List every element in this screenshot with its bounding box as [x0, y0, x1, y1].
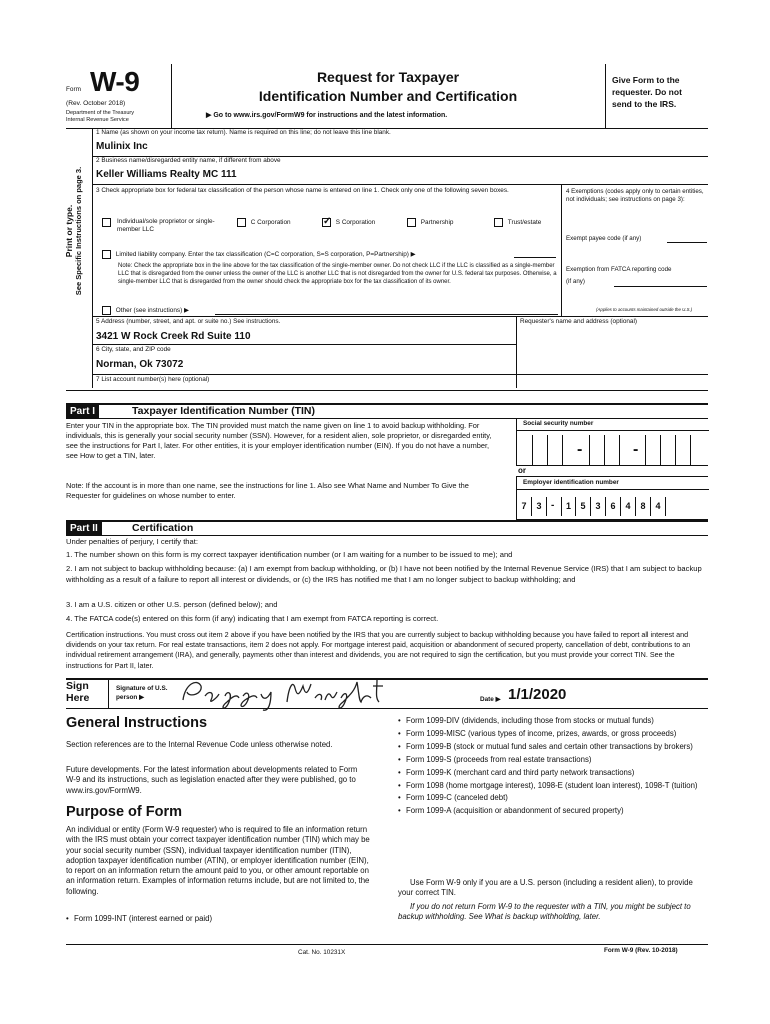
- date-field[interactable]: 1/1/2020: [508, 686, 567, 703]
- part1-label: Part I: [66, 405, 99, 418]
- option-llc[interactable]: Limited liability company. Enter the tax classification (C=C corporation, S=S corporation, P=Partnership) ▶: [102, 250, 558, 259]
- if-not-returned-text: If you do not return Form W-9 to the requester with a TIN, you might be subject to backup withholding. See What is backup withholding, later.: [398, 902, 691, 922]
- list-item: • Form 1099-K (merchant card and third party network transactions): [398, 768, 706, 778]
- partnership-checkbox[interactable]: [407, 218, 416, 227]
- irs-label: Internal Revenue Service: [66, 117, 129, 123]
- fatca-field[interactable]: [614, 286, 707, 287]
- ein-digit: 3: [532, 497, 547, 516]
- ein-digit: 8: [636, 497, 651, 516]
- general-instructions-title: General Instructions: [66, 715, 208, 731]
- trust-estate-checkbox[interactable]: [494, 218, 503, 227]
- ein-digit: 3: [591, 497, 606, 516]
- option-partnership[interactable]: Partnership: [407, 218, 453, 227]
- line7-account-field[interactable]: [66, 390, 708, 391]
- ssn-dash-2: -: [633, 441, 639, 458]
- individual-checkbox[interactable]: [102, 218, 111, 227]
- s-corporation-checkbox[interactable]: [322, 218, 331, 227]
- fatca-label: Exemption from FATCA reporting code (if any): [566, 266, 672, 285]
- line3-label: 3 Check appropriate box for federal tax classification of the person whose name is entered on line 1. Check only one of the following seven boxes.: [96, 187, 509, 194]
- llc-checkbox[interactable]: [102, 250, 111, 259]
- llc-note: Note: Check the appropriate box in the line above for the tax classification of the single-member owner. Do not check LLC if the LLC is classified as a single-member LLC that is disregarded from the owner unless the owner of the LLC is another LLC that is not disregarded from the owner for U.S. federal tax purposes. Otherwise, a single-member LLC that is disregarded from the owner should check the appropriate box for the tax classification of its owner.: [118, 263, 557, 286]
- list-item: • Form 1099-C (canceled debt): [398, 793, 706, 803]
- option-other[interactable]: Other (see instructions) ▶: [102, 306, 189, 315]
- use-form-text: Use Form W-9 only if you are a U.S. person (including a resident alien), to provide your correct TIN.: [398, 878, 693, 898]
- form-number: W-9: [90, 66, 140, 97]
- part1-title: Taxpayer Identification Number (TIN): [132, 405, 315, 417]
- ssn-box: [516, 418, 708, 466]
- signature-image: [175, 672, 405, 712]
- line6-city-field[interactable]: Norman, Ok 73072: [96, 359, 184, 370]
- line2-label: 2 Business name/disregarded entity name, if different from above: [96, 157, 281, 164]
- list-item: • Form 1099-B (stock or mutual fund sales and certain other transactions by brokers): [398, 742, 706, 752]
- ein-digit: 5: [576, 497, 591, 516]
- form-header: [66, 64, 708, 128]
- option-individual[interactable]: Individual/sole proprietor or single-member LLC: [102, 218, 232, 234]
- list-item: • Form 1099-S (proceeds from real estate transactions): [398, 755, 706, 765]
- ein-digit: 7: [517, 497, 532, 516]
- exempt-payee-label: Exempt payee code (if any): [566, 235, 642, 242]
- form-title-line2: Identification Number and Certification: [258, 88, 518, 104]
- line1-name-field[interactable]: Mulinix Inc: [96, 141, 148, 152]
- right-bullet-list: [398, 716, 706, 819]
- cert-item-2: 2. I am not subject to backup withholding because: (a) I am exempt from backup withholding, or (b) I have not been notified by the Internal Revenue Service (IRS) that I am subject to backup withholding as a result of a failure to report all interest or dividends, or (c) the IRS has notified me that I am no longer subject to backup withholding; and: [66, 564, 702, 584]
- sign-here-label: Sign Here: [66, 680, 90, 704]
- llc-classification-field[interactable]: [514, 257, 556, 258]
- part1-note: Note: If the account is in more than one name, see the instructions for line 1. Also see What Name and Number To Give the Requester for guidelines on whose number to enter.: [66, 481, 469, 500]
- general-p1: Section references are to the Internal Revenue Code unless otherwise noted.: [66, 740, 333, 749]
- exemptions-label: 4 Exemptions (codes apply only to certain entities, not individuals; see instructions on page 3):: [566, 188, 704, 203]
- signature-field[interactable]: [175, 672, 405, 708]
- footer-form-label: Form W-9 (Rev. 10-2018): [604, 947, 678, 954]
- option-c-corporation[interactable]: C Corporation: [237, 218, 291, 227]
- line5-label: 5 Address (number, street, and apt. or suite no.) See instructions.: [96, 318, 281, 325]
- list-item: • Form 1099-DIV (dividends, including those from stocks or mutual funds): [398, 716, 706, 726]
- ssn-dash-1: -: [577, 441, 583, 458]
- part2-label: Part II: [66, 522, 102, 535]
- form-revision: (Rev. October 2018): [66, 100, 126, 107]
- part2-title: Certification: [132, 522, 194, 534]
- line7-label: 7 List account number(s) here (optional): [96, 376, 210, 383]
- list-item: • Form 1098 (home mortgage interest), 1098-E (student loan interest), 1098-T (tuition): [398, 781, 706, 791]
- line6-label: 6 City, state, and ZIP code: [96, 346, 171, 353]
- ssn-label: Social security number: [523, 420, 594, 427]
- option-trust-estate[interactable]: Trust/estate: [494, 218, 541, 227]
- line5-address-field[interactable]: 3421 W Rock Creek Rd Suite 110: [96, 331, 251, 342]
- cert-item-1: 1. The number shown on this form is my correct taxpayer identification number (or I am waiting for a number to be issued to me); and: [66, 550, 513, 559]
- ein-field[interactable]: [517, 497, 709, 519]
- ein-dash: -: [551, 500, 555, 511]
- line1-label: 1 Name (as shown on your income tax return). Name is required on this line; do not leave this line blank.: [96, 129, 391, 136]
- purpose-of-form-title: Purpose of Form: [66, 804, 183, 820]
- see-specific-instructions: See Specific Instructions on page 3.: [74, 166, 83, 296]
- left-bullet-list: [66, 914, 366, 927]
- department: Department of the Treasury: [66, 110, 135, 116]
- side-label: [64, 146, 92, 316]
- ein-digit: 6: [606, 497, 621, 516]
- c-corporation-checkbox[interactable]: [237, 218, 246, 227]
- part2-intro: Under penalties of perjury, I certify that:: [66, 537, 198, 546]
- list-item: • Form 1099-INT (interest earned or paid): [66, 914, 366, 924]
- signature-label: Signature of U.S. person ▶: [116, 685, 168, 701]
- goto-instructions: ▶ Go to www.irs.gov/FormW9 for instructions and the latest information.: [206, 112, 448, 119]
- part1-text: Enter your TIN in the appropriate box. The TIN provided must match the name given on line 1 to avoid backup withholding. For individuals, this is generally your social security number (SSN). However, for a resident alien, sole proprietor, or disregarded entity, see the instructions for Part I, later. For other entities, it is your employer identification number (EIN). If you do not have a number, see How to get a TIN, later.: [66, 421, 492, 460]
- date-label: Date ▶: [480, 696, 501, 703]
- ein-digit: 4: [621, 497, 636, 516]
- ssn-field[interactable]: [517, 431, 709, 465]
- future-developments: Future developments. For the latest information about developments related to Form W-9 and its instructions, such as legislation enacted after they were published, go to www.irs.gov/FormW9.: [66, 765, 358, 795]
- or-label: or: [518, 466, 526, 475]
- requester-label: Requester's name and address (optional): [520, 318, 638, 325]
- cert-instructions: Certification instructions. You must cross out item 2 above if you have been notified by the IRS that you are currently subject to backup withholding because you have failed to report all interest and dividends on your tax return. For real estate transactions, item 2 does not apply. For mortgage interest paid, acquisition or abandonment of secured property, cancellation of debt, contributions to an individual retirement arrangement (IRA), and generally, payments other than interest and dividends, you are not required to sign the certification, but you must provide your correct TIN. See the instructions for Part II, later.: [66, 630, 691, 670]
- cert-item-4: 4. The FATCA code(s) entered on this form (if any) indicating that I am exempt from FATCA reporting is correct.: [66, 614, 439, 623]
- ein-digit: 4: [651, 497, 666, 516]
- ein-box: [516, 476, 708, 520]
- cert-item-3: 3. I am a U.S. citizen or other U.S. person (defined below); and: [66, 600, 278, 609]
- ein-digit: 1: [561, 497, 576, 516]
- list-item: • Form 1099-MISC (various types of income, prizes, awards, or gross proceeds): [398, 729, 706, 739]
- line2-business-name-field[interactable]: Keller Williams Realty MC 111: [96, 169, 237, 180]
- other-checkbox[interactable]: [102, 306, 111, 315]
- other-field[interactable]: [215, 314, 558, 315]
- form-word: Form: [66, 86, 81, 93]
- list-item: • Form 1099-A (acquisition or abandonment of secured property): [398, 806, 706, 816]
- give-form-note: Give Form to the requester. Do not send to the IRS.: [612, 75, 682, 109]
- purpose-p: An individual or entity (Form W-9 requester) who is required to file an information return with the IRS must obtain your correct taxpayer identification number (TIN) which may be your social security number (SSN), individual taxpayer identification number (ITIN), adoption taxpayer identification number (ATIN), or employer identification number (EIN), to report on an information return the amount paid to you, or other amount reportable on an information return. Examples of information returns include, but are not limited to, the following.: [66, 825, 370, 896]
- applies-note: (Applies to accounts maintained outside the U.S.): [596, 307, 693, 312]
- form-title-line1: Request for Taxpayer: [316, 69, 460, 85]
- print-or-type: Print or type.: [64, 204, 74, 258]
- option-s-corporation[interactable]: ✓ S Corporation: [322, 218, 375, 227]
- catalog-number: Cat. No. 10231X: [298, 949, 346, 956]
- ein-label: Employer identification number: [523, 479, 619, 486]
- exempt-payee-field[interactable]: [667, 242, 707, 243]
